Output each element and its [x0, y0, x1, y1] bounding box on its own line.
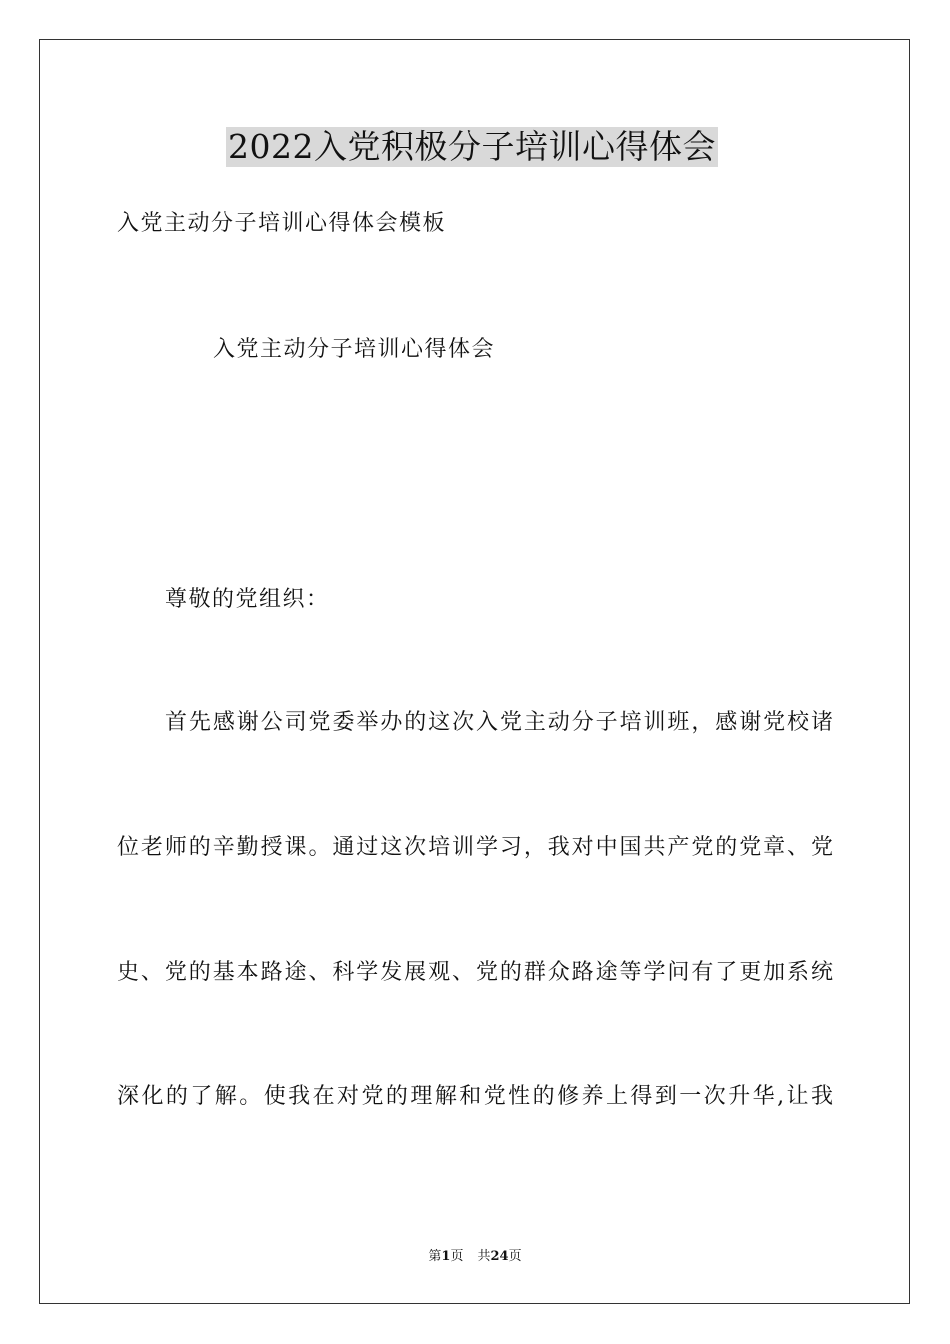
total-prefix: 共 [477, 1249, 491, 1264]
document-heading: 入党主动分子培训心得体会 [213, 337, 496, 362]
salutation: 尊敬的党组织： [165, 587, 330, 612]
body-line: 首先感谢公司党委举办的这次入党主动分子培训班，感谢党校诸 [165, 710, 833, 735]
page-number: 1 [441, 1249, 451, 1264]
body-line: 位老师的辛勤授课。通过这次培训学习，我对中国共产党的党章、党 [117, 835, 833, 860]
body-line: 深化的了解。使我在对党的理解和党性的修养上得到一次升华,让我 [117, 1084, 833, 1109]
body-line: 史、党的基本路途、科学发展观、党的群众路途等学问有了更加系统 [117, 960, 833, 985]
document-title: 2022入党积极分子培训心得体会 [228, 127, 716, 166]
page-footer [0, 1248, 950, 1266]
total-suffix: 页 [508, 1249, 522, 1264]
total-pages: 24 [490, 1249, 509, 1264]
page-prefix: 第 [428, 1249, 442, 1264]
page-suffix: 页 [450, 1249, 464, 1264]
document-subtitle: 入党主动分子培训心得体会模板 [117, 211, 447, 236]
